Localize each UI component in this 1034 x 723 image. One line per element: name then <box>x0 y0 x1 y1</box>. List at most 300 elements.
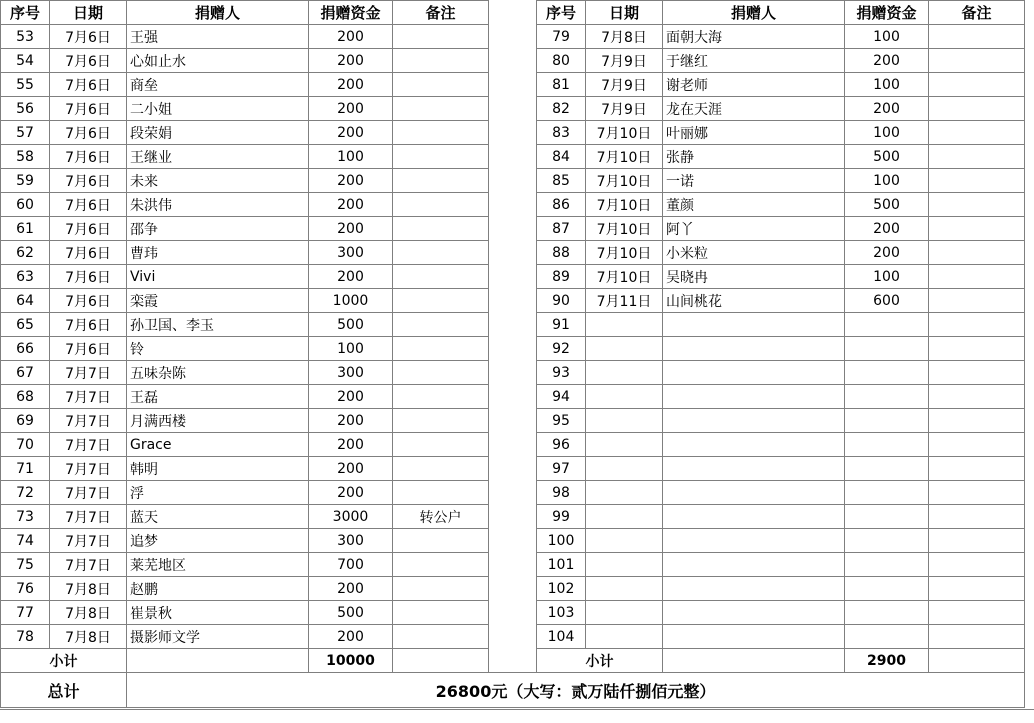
serial-cell[interactable]: 104 <box>537 625 586 649</box>
donor-cell[interactable]: 铃 <box>127 337 309 361</box>
amount-cell[interactable]: 100 <box>845 121 929 145</box>
serial-cell[interactable]: 53 <box>1 25 50 49</box>
date-cell[interactable]: 7月9日 <box>586 97 663 121</box>
donor-cell[interactable]: 未来 <box>127 169 309 193</box>
serial-cell[interactable]: 101 <box>537 553 586 577</box>
serial-cell[interactable]: 87 <box>537 217 586 241</box>
left-subtotal-value[interactable]: 10000 <box>309 649 393 673</box>
donor-cell[interactable]: 张静 <box>663 145 845 169</box>
table-row <box>1 289 1025 313</box>
amount-cell[interactable] <box>845 601 929 625</box>
note-cell[interactable] <box>929 505 1025 529</box>
table-row <box>1 337 1025 361</box>
table-row <box>1 577 1025 601</box>
date-cell[interactable] <box>586 337 663 361</box>
note-cell[interactable] <box>929 145 1025 169</box>
date-cell[interactable]: 7月6日 <box>50 73 127 97</box>
table-row <box>1 505 1025 529</box>
date-cell[interactable]: 7月10日 <box>586 241 663 265</box>
amount-cell[interactable]: 200 <box>309 193 393 217</box>
note-cell[interactable] <box>929 97 1025 121</box>
donor-cell[interactable]: 朱洪伟 <box>127 193 309 217</box>
note-cell[interactable] <box>929 625 1025 649</box>
table-row <box>1 601 1025 625</box>
serial-cell[interactable]: 67 <box>1 361 50 385</box>
donor-cell[interactable]: 月满西楼 <box>127 409 309 433</box>
amount-cell[interactable] <box>845 409 929 433</box>
note-cell[interactable] <box>393 193 489 217</box>
gap-cell <box>489 121 537 145</box>
amount-cell[interactable] <box>845 625 929 649</box>
note-cell[interactable] <box>393 265 489 289</box>
donor-cell[interactable] <box>663 481 845 505</box>
date-cell[interactable]: 7月8日 <box>50 577 127 601</box>
note-cell[interactable] <box>393 49 489 73</box>
donor-cell[interactable] <box>663 337 845 361</box>
date-cell[interactable] <box>586 553 663 577</box>
serial-cell[interactable]: 80 <box>537 49 586 73</box>
note-cell[interactable] <box>929 457 1025 481</box>
amount-cell[interactable] <box>845 361 929 385</box>
serial-cell[interactable]: 96 <box>537 433 586 457</box>
amount-cell[interactable]: 200 <box>309 433 393 457</box>
amount-cell[interactable] <box>845 577 929 601</box>
note-cell[interactable] <box>393 433 489 457</box>
note-cell[interactable] <box>393 121 489 145</box>
note-cell[interactable] <box>393 217 489 241</box>
amount-cell[interactable] <box>845 385 929 409</box>
header-cell[interactable]: 日期 <box>50 1 127 25</box>
donor-cell[interactable]: 心如止水 <box>127 49 309 73</box>
donor-cell[interactable]: 面朝大海 <box>663 25 845 49</box>
subtotal-label[interactable]: 小计 <box>1 649 127 673</box>
amount-cell[interactable]: 100 <box>309 145 393 169</box>
note-cell[interactable] <box>929 433 1025 457</box>
gap-cell <box>489 361 537 385</box>
serial-cell[interactable]: 102 <box>537 577 586 601</box>
serial-cell[interactable]: 69 <box>1 409 50 433</box>
note-cell[interactable] <box>393 241 489 265</box>
date-cell[interactable] <box>586 313 663 337</box>
gap-cell <box>489 145 537 169</box>
serial-cell[interactable]: 64 <box>1 289 50 313</box>
serial-cell[interactable]: 54 <box>1 49 50 73</box>
donor-cell[interactable]: 吴晓冉 <box>663 265 845 289</box>
note-cell[interactable] <box>393 337 489 361</box>
serial-cell[interactable]: 84 <box>537 145 586 169</box>
table-row <box>1 433 1025 457</box>
header-cell[interactable]: 序号 <box>537 1 586 25</box>
note-cell[interactable] <box>929 265 1025 289</box>
amount-cell[interactable]: 600 <box>845 289 929 313</box>
donor-cell[interactable]: Grace <box>127 433 309 457</box>
donor-cell[interactable]: 商垒 <box>127 73 309 97</box>
amount-cell[interactable]: 200 <box>845 241 929 265</box>
date-cell[interactable]: 7月6日 <box>50 265 127 289</box>
date-cell[interactable]: 7月7日 <box>50 409 127 433</box>
donor-cell[interactable]: 莱芜地区 <box>127 553 309 577</box>
note-cell[interactable] <box>929 361 1025 385</box>
amount-cell[interactable]: 200 <box>309 121 393 145</box>
empty-cell[interactable] <box>929 649 1025 673</box>
date-cell[interactable]: 7月9日 <box>586 73 663 97</box>
donor-cell[interactable]: 崔景秋 <box>127 601 309 625</box>
serial-cell[interactable]: 66 <box>1 337 50 361</box>
donor-cell[interactable] <box>663 313 845 337</box>
empty-cell[interactable] <box>393 649 489 673</box>
note-cell[interactable] <box>929 313 1025 337</box>
amount-cell[interactable] <box>845 313 929 337</box>
note-cell[interactable] <box>929 553 1025 577</box>
amount-cell[interactable]: 200 <box>309 409 393 433</box>
header-cell[interactable]: 捐赠资金 <box>845 1 929 25</box>
amount-cell[interactable]: 200 <box>845 97 929 121</box>
gap-cell <box>489 481 537 505</box>
date-cell[interactable]: 7月7日 <box>50 505 127 529</box>
amount-cell[interactable]: 500 <box>309 313 393 337</box>
amount-cell[interactable]: 200 <box>309 25 393 49</box>
serial-cell[interactable]: 92 <box>537 337 586 361</box>
serial-cell[interactable]: 85 <box>537 169 586 193</box>
gap-cell <box>489 193 537 217</box>
donor-cell[interactable]: 韩明 <box>127 457 309 481</box>
serial-cell[interactable]: 63 <box>1 265 50 289</box>
donor-cell[interactable]: 一诺 <box>663 169 845 193</box>
serial-cell[interactable]: 103 <box>537 601 586 625</box>
date-cell[interactable] <box>586 433 663 457</box>
serial-cell[interactable]: 95 <box>537 409 586 433</box>
note-cell[interactable] <box>929 193 1025 217</box>
donor-cell[interactable]: 龙在天涯 <box>663 97 845 121</box>
amount-cell[interactable]: 300 <box>309 529 393 553</box>
total-label[interactable]: 总计 <box>1 673 127 708</box>
date-cell[interactable]: 7月6日 <box>50 289 127 313</box>
donor-cell[interactable]: 王继业 <box>127 145 309 169</box>
empty-cell[interactable] <box>127 649 309 673</box>
serial-cell[interactable]: 90 <box>537 289 586 313</box>
donor-cell[interactable]: 山间桃花 <box>663 289 845 313</box>
gap-cell <box>489 385 537 409</box>
serial-cell[interactable]: 91 <box>537 313 586 337</box>
serial-cell[interactable]: 98 <box>537 481 586 505</box>
serial-cell[interactable]: 88 <box>537 241 586 265</box>
date-cell[interactable]: 7月8日 <box>50 625 127 649</box>
donor-cell[interactable] <box>663 457 845 481</box>
note-cell[interactable] <box>393 361 489 385</box>
note-cell[interactable] <box>393 145 489 169</box>
amount-cell[interactable]: 200 <box>309 265 393 289</box>
date-cell[interactable]: 7月10日 <box>586 217 663 241</box>
donor-cell[interactable] <box>663 553 845 577</box>
serial-cell[interactable]: 73 <box>1 505 50 529</box>
serial-cell[interactable]: 89 <box>537 265 586 289</box>
note-cell[interactable] <box>929 385 1025 409</box>
donor-cell[interactable]: 王强 <box>127 25 309 49</box>
serial-cell[interactable]: 94 <box>537 385 586 409</box>
amount-cell[interactable]: 200 <box>309 169 393 193</box>
gap-cell <box>489 169 537 193</box>
serial-cell[interactable]: 76 <box>1 577 50 601</box>
serial-cell[interactable]: 59 <box>1 169 50 193</box>
amount-cell[interactable] <box>845 457 929 481</box>
amount-cell[interactable]: 200 <box>845 217 929 241</box>
note-cell[interactable] <box>393 409 489 433</box>
date-cell[interactable]: 7月9日 <box>586 49 663 73</box>
note-cell[interactable] <box>393 313 489 337</box>
header-cell[interactable]: 备注 <box>929 1 1025 25</box>
donor-cell[interactable]: 阿丫 <box>663 217 845 241</box>
date-cell[interactable] <box>586 409 663 433</box>
donor-cell[interactable] <box>663 505 845 529</box>
date-cell[interactable]: 7月7日 <box>50 361 127 385</box>
serial-cell[interactable]: 71 <box>1 457 50 481</box>
date-cell[interactable]: 7月6日 <box>50 337 127 361</box>
date-cell[interactable]: 7月10日 <box>586 265 663 289</box>
amount-cell[interactable]: 1000 <box>309 289 393 313</box>
donor-cell[interactable]: 浮 <box>127 481 309 505</box>
note-cell[interactable] <box>393 577 489 601</box>
note-cell[interactable]: 转公户 <box>393 505 489 529</box>
donor-cell[interactable]: 孙卫国、李玉 <box>127 313 309 337</box>
serial-cell[interactable]: 68 <box>1 385 50 409</box>
date-cell[interactable]: 7月8日 <box>50 601 127 625</box>
amount-cell[interactable]: 700 <box>309 553 393 577</box>
donor-cell[interactable] <box>663 529 845 553</box>
amount-cell[interactable]: 3000 <box>309 505 393 529</box>
header-cell[interactable]: 日期 <box>586 1 663 25</box>
serial-cell[interactable]: 75 <box>1 553 50 577</box>
serial-cell[interactable]: 77 <box>1 601 50 625</box>
date-cell[interactable] <box>586 481 663 505</box>
donor-cell[interactable]: 五味杂陈 <box>127 361 309 385</box>
serial-cell[interactable]: 81 <box>537 73 586 97</box>
donor-cell[interactable]: 邵争 <box>127 217 309 241</box>
donor-cell[interactable]: 曹玮 <box>127 241 309 265</box>
date-cell[interactable]: 7月7日 <box>50 457 127 481</box>
table-row <box>1 265 1025 289</box>
note-cell[interactable] <box>929 481 1025 505</box>
amount-cell[interactable]: 100 <box>845 169 929 193</box>
date-cell[interactable]: 7月7日 <box>50 433 127 457</box>
date-cell[interactable]: 7月6日 <box>50 241 127 265</box>
header-cell[interactable]: 捐赠资金 <box>309 1 393 25</box>
header-cell[interactable]: 备注 <box>393 1 489 25</box>
amount-cell[interactable]: 500 <box>309 601 393 625</box>
amount-cell[interactable]: 200 <box>845 49 929 73</box>
note-cell[interactable] <box>929 577 1025 601</box>
note-cell[interactable] <box>393 25 489 49</box>
date-cell[interactable]: 7月8日 <box>586 25 663 49</box>
date-cell[interactable]: 7月6日 <box>50 25 127 49</box>
right-subtotal-value[interactable]: 2900 <box>845 649 929 673</box>
donor-cell[interactable] <box>663 433 845 457</box>
date-cell[interactable]: 7月6日 <box>50 313 127 337</box>
note-cell[interactable] <box>393 385 489 409</box>
amount-cell[interactable]: 100 <box>845 73 929 97</box>
note-cell[interactable] <box>393 289 489 313</box>
serial-cell[interactable]: 83 <box>537 121 586 145</box>
serial-cell[interactable]: 55 <box>1 73 50 97</box>
date-cell[interactable]: 7月6日 <box>50 169 127 193</box>
serial-cell[interactable]: 74 <box>1 529 50 553</box>
date-cell[interactable] <box>586 385 663 409</box>
note-cell[interactable] <box>393 529 489 553</box>
donor-cell[interactable] <box>663 385 845 409</box>
donor-cell[interactable]: 叶丽娜 <box>663 121 845 145</box>
amount-cell[interactable]: 500 <box>845 193 929 217</box>
serial-cell[interactable]: 97 <box>537 457 586 481</box>
date-cell[interactable] <box>586 601 663 625</box>
donor-cell[interactable]: 小米粒 <box>663 241 845 265</box>
note-cell[interactable] <box>929 121 1025 145</box>
note-cell[interactable] <box>929 25 1025 49</box>
date-cell[interactable]: 7月10日 <box>586 121 663 145</box>
donor-cell[interactable]: 二小姐 <box>127 97 309 121</box>
date-cell[interactable]: 7月6日 <box>50 121 127 145</box>
donor-cell[interactable]: 于继红 <box>663 49 845 73</box>
amount-cell[interactable] <box>845 337 929 361</box>
serial-cell[interactable]: 86 <box>537 193 586 217</box>
date-cell[interactable]: 7月6日 <box>50 145 127 169</box>
note-cell[interactable] <box>929 49 1025 73</box>
note-cell[interactable] <box>929 337 1025 361</box>
amount-cell[interactable]: 100 <box>309 337 393 361</box>
donor-cell[interactable] <box>663 601 845 625</box>
donor-cell[interactable]: 董颜 <box>663 193 845 217</box>
note-cell[interactable] <box>393 481 489 505</box>
note-cell[interactable] <box>393 169 489 193</box>
donor-cell[interactable]: 王磊 <box>127 385 309 409</box>
total-value[interactable]: 26800元（大写：贰万陆仟捌佰元整） <box>127 673 1025 708</box>
amount-cell[interactable] <box>845 481 929 505</box>
donor-cell[interactable]: 赵鹏 <box>127 577 309 601</box>
amount-cell[interactable]: 200 <box>309 481 393 505</box>
serial-cell[interactable]: 58 <box>1 145 50 169</box>
serial-cell[interactable]: 56 <box>1 97 50 121</box>
date-cell[interactable]: 7月6日 <box>50 193 127 217</box>
note-cell[interactable] <box>929 601 1025 625</box>
date-cell[interactable]: 7月7日 <box>50 481 127 505</box>
date-cell[interactable] <box>586 625 663 649</box>
donor-cell[interactable]: Vivi <box>127 265 309 289</box>
donor-cell[interactable] <box>663 625 845 649</box>
serial-cell[interactable]: 57 <box>1 121 50 145</box>
donor-cell[interactable] <box>663 361 845 385</box>
gap-cell <box>489 457 537 481</box>
amount-cell[interactable]: 200 <box>309 385 393 409</box>
note-cell[interactable] <box>393 553 489 577</box>
amount-cell[interactable]: 200 <box>309 625 393 649</box>
gap-cell <box>489 265 537 289</box>
note-cell[interactable] <box>929 289 1025 313</box>
serial-cell[interactable]: 72 <box>1 481 50 505</box>
serial-cell[interactable]: 79 <box>537 25 586 49</box>
amount-cell[interactable] <box>845 433 929 457</box>
serial-cell[interactable]: 99 <box>537 505 586 529</box>
date-cell[interactable]: 7月7日 <box>50 553 127 577</box>
amount-cell[interactable]: 200 <box>309 577 393 601</box>
amount-cell[interactable]: 100 <box>845 25 929 49</box>
amount-cell[interactable] <box>845 529 929 553</box>
amount-cell[interactable]: 200 <box>309 217 393 241</box>
note-cell[interactable] <box>929 217 1025 241</box>
donor-cell[interactable] <box>663 409 845 433</box>
date-cell[interactable] <box>586 577 663 601</box>
donor-cell[interactable]: 蓝天 <box>127 505 309 529</box>
serial-cell[interactable]: 62 <box>1 241 50 265</box>
serial-cell[interactable]: 61 <box>1 217 50 241</box>
amount-cell[interactable]: 200 <box>309 457 393 481</box>
donor-cell[interactable] <box>663 577 845 601</box>
serial-cell[interactable]: 60 <box>1 193 50 217</box>
date-cell[interactable]: 7月7日 <box>50 385 127 409</box>
note-cell[interactable] <box>929 409 1025 433</box>
amount-cell[interactable] <box>845 553 929 577</box>
date-cell[interactable]: 7月10日 <box>586 169 663 193</box>
subtotal-label[interactable]: 小计 <box>537 649 663 673</box>
header-cell[interactable]: 序号 <box>1 1 50 25</box>
date-cell[interactable]: 7月10日 <box>586 145 663 169</box>
donor-cell[interactable]: 追梦 <box>127 529 309 553</box>
serial-cell[interactable]: 70 <box>1 433 50 457</box>
amount-cell[interactable]: 200 <box>309 97 393 121</box>
date-cell[interactable] <box>586 457 663 481</box>
serial-cell[interactable]: 93 <box>537 361 586 385</box>
note-cell[interactable] <box>929 529 1025 553</box>
date-cell[interactable]: 7月6日 <box>50 49 127 73</box>
date-cell[interactable]: 7月11日 <box>586 289 663 313</box>
amount-cell[interactable]: 200 <box>309 49 393 73</box>
amount-cell[interactable] <box>845 505 929 529</box>
date-cell[interactable]: 7月6日 <box>50 217 127 241</box>
donor-cell[interactable]: 摄影师文学 <box>127 625 309 649</box>
amount-cell[interactable]: 300 <box>309 361 393 385</box>
note-cell[interactable] <box>929 169 1025 193</box>
table-row <box>1 121 1025 145</box>
note-cell[interactable] <box>393 97 489 121</box>
table-row <box>1 361 1025 385</box>
serial-cell[interactable]: 65 <box>1 313 50 337</box>
amount-cell[interactable]: 100 <box>845 265 929 289</box>
note-cell[interactable] <box>393 601 489 625</box>
serial-cell[interactable]: 82 <box>537 97 586 121</box>
header-cell[interactable]: 捐赠人 <box>663 1 845 25</box>
serial-cell[interactable]: 100 <box>537 529 586 553</box>
amount-cell[interactable]: 300 <box>309 241 393 265</box>
empty-cell[interactable] <box>663 649 845 673</box>
date-cell[interactable]: 7月10日 <box>586 193 663 217</box>
donor-cell[interactable]: 段荣娟 <box>127 121 309 145</box>
date-cell[interactable]: 7月6日 <box>50 97 127 121</box>
date-cell[interactable]: 7月7日 <box>50 529 127 553</box>
date-cell[interactable] <box>586 505 663 529</box>
note-cell[interactable] <box>393 625 489 649</box>
note-cell[interactable] <box>929 73 1025 97</box>
note-cell[interactable] <box>929 241 1025 265</box>
donor-cell[interactable]: 谢老师 <box>663 73 845 97</box>
amount-cell[interactable]: 500 <box>845 145 929 169</box>
note-cell[interactable] <box>393 457 489 481</box>
table-row <box>1 481 1025 505</box>
date-cell[interactable] <box>586 361 663 385</box>
gap-cell <box>489 1 537 25</box>
donor-cell[interactable]: 栾霞 <box>127 289 309 313</box>
serial-cell[interactable]: 78 <box>1 625 50 649</box>
amount-cell[interactable]: 200 <box>309 73 393 97</box>
header-cell[interactable]: 捐赠人 <box>127 1 309 25</box>
note-cell[interactable] <box>393 73 489 97</box>
date-cell[interactable] <box>586 529 663 553</box>
